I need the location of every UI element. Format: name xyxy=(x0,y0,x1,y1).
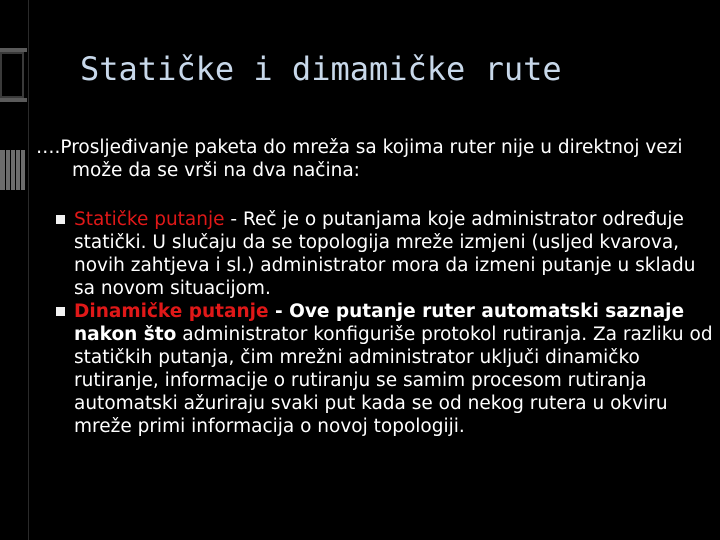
item-text: - Reč je o putanjama koje administrator određuje statički. U slučaju da se topologija mreže izmjeni (usljed kvarova, novih zahtjeva i sl.) administrator mora da izmeni putanje u skladu sa novom situacijom. xyxy=(74,209,696,299)
decor-block xyxy=(0,52,24,98)
decor-bar-bottom xyxy=(0,98,27,102)
decor-stripe-2 xyxy=(6,150,10,190)
square-bullet-icon xyxy=(56,215,65,224)
list-item xyxy=(56,300,716,438)
decor-stripe-1 xyxy=(0,150,5,190)
list-item xyxy=(56,208,716,300)
item-term: Dinamičke putanje xyxy=(74,301,269,322)
intro-paragraph: ….Prosljeđivanje paketa do mreža sa kojima ruter nije u direktnoj vezi može da se vrši na dva načina: xyxy=(36,137,683,181)
decor-stripe-4 xyxy=(16,150,20,190)
bullet-list xyxy=(56,208,716,438)
item-text: administrator konfiguriše protokol rutiranja. Za razliku od statičkih putanja, čim mrežni administrator uključi dinamičko rutiranje, informacije o rutiranju se samim procesom rutiranja automatski ažuriraju svaki put kada se od nekog rutera u okviru mreže primi informacija o novoj topologiji. xyxy=(74,324,713,437)
item-term: Statičke putanje xyxy=(74,209,225,230)
decor-stripe-3 xyxy=(11,150,15,190)
decor-stripe-5 xyxy=(21,150,25,190)
item-bold-text: - Ove putanje ruter automatski saznaje nakon što xyxy=(74,301,685,345)
square-bullet-icon xyxy=(56,307,65,316)
slide-title: Statičke i dimamičke rute xyxy=(80,50,562,88)
